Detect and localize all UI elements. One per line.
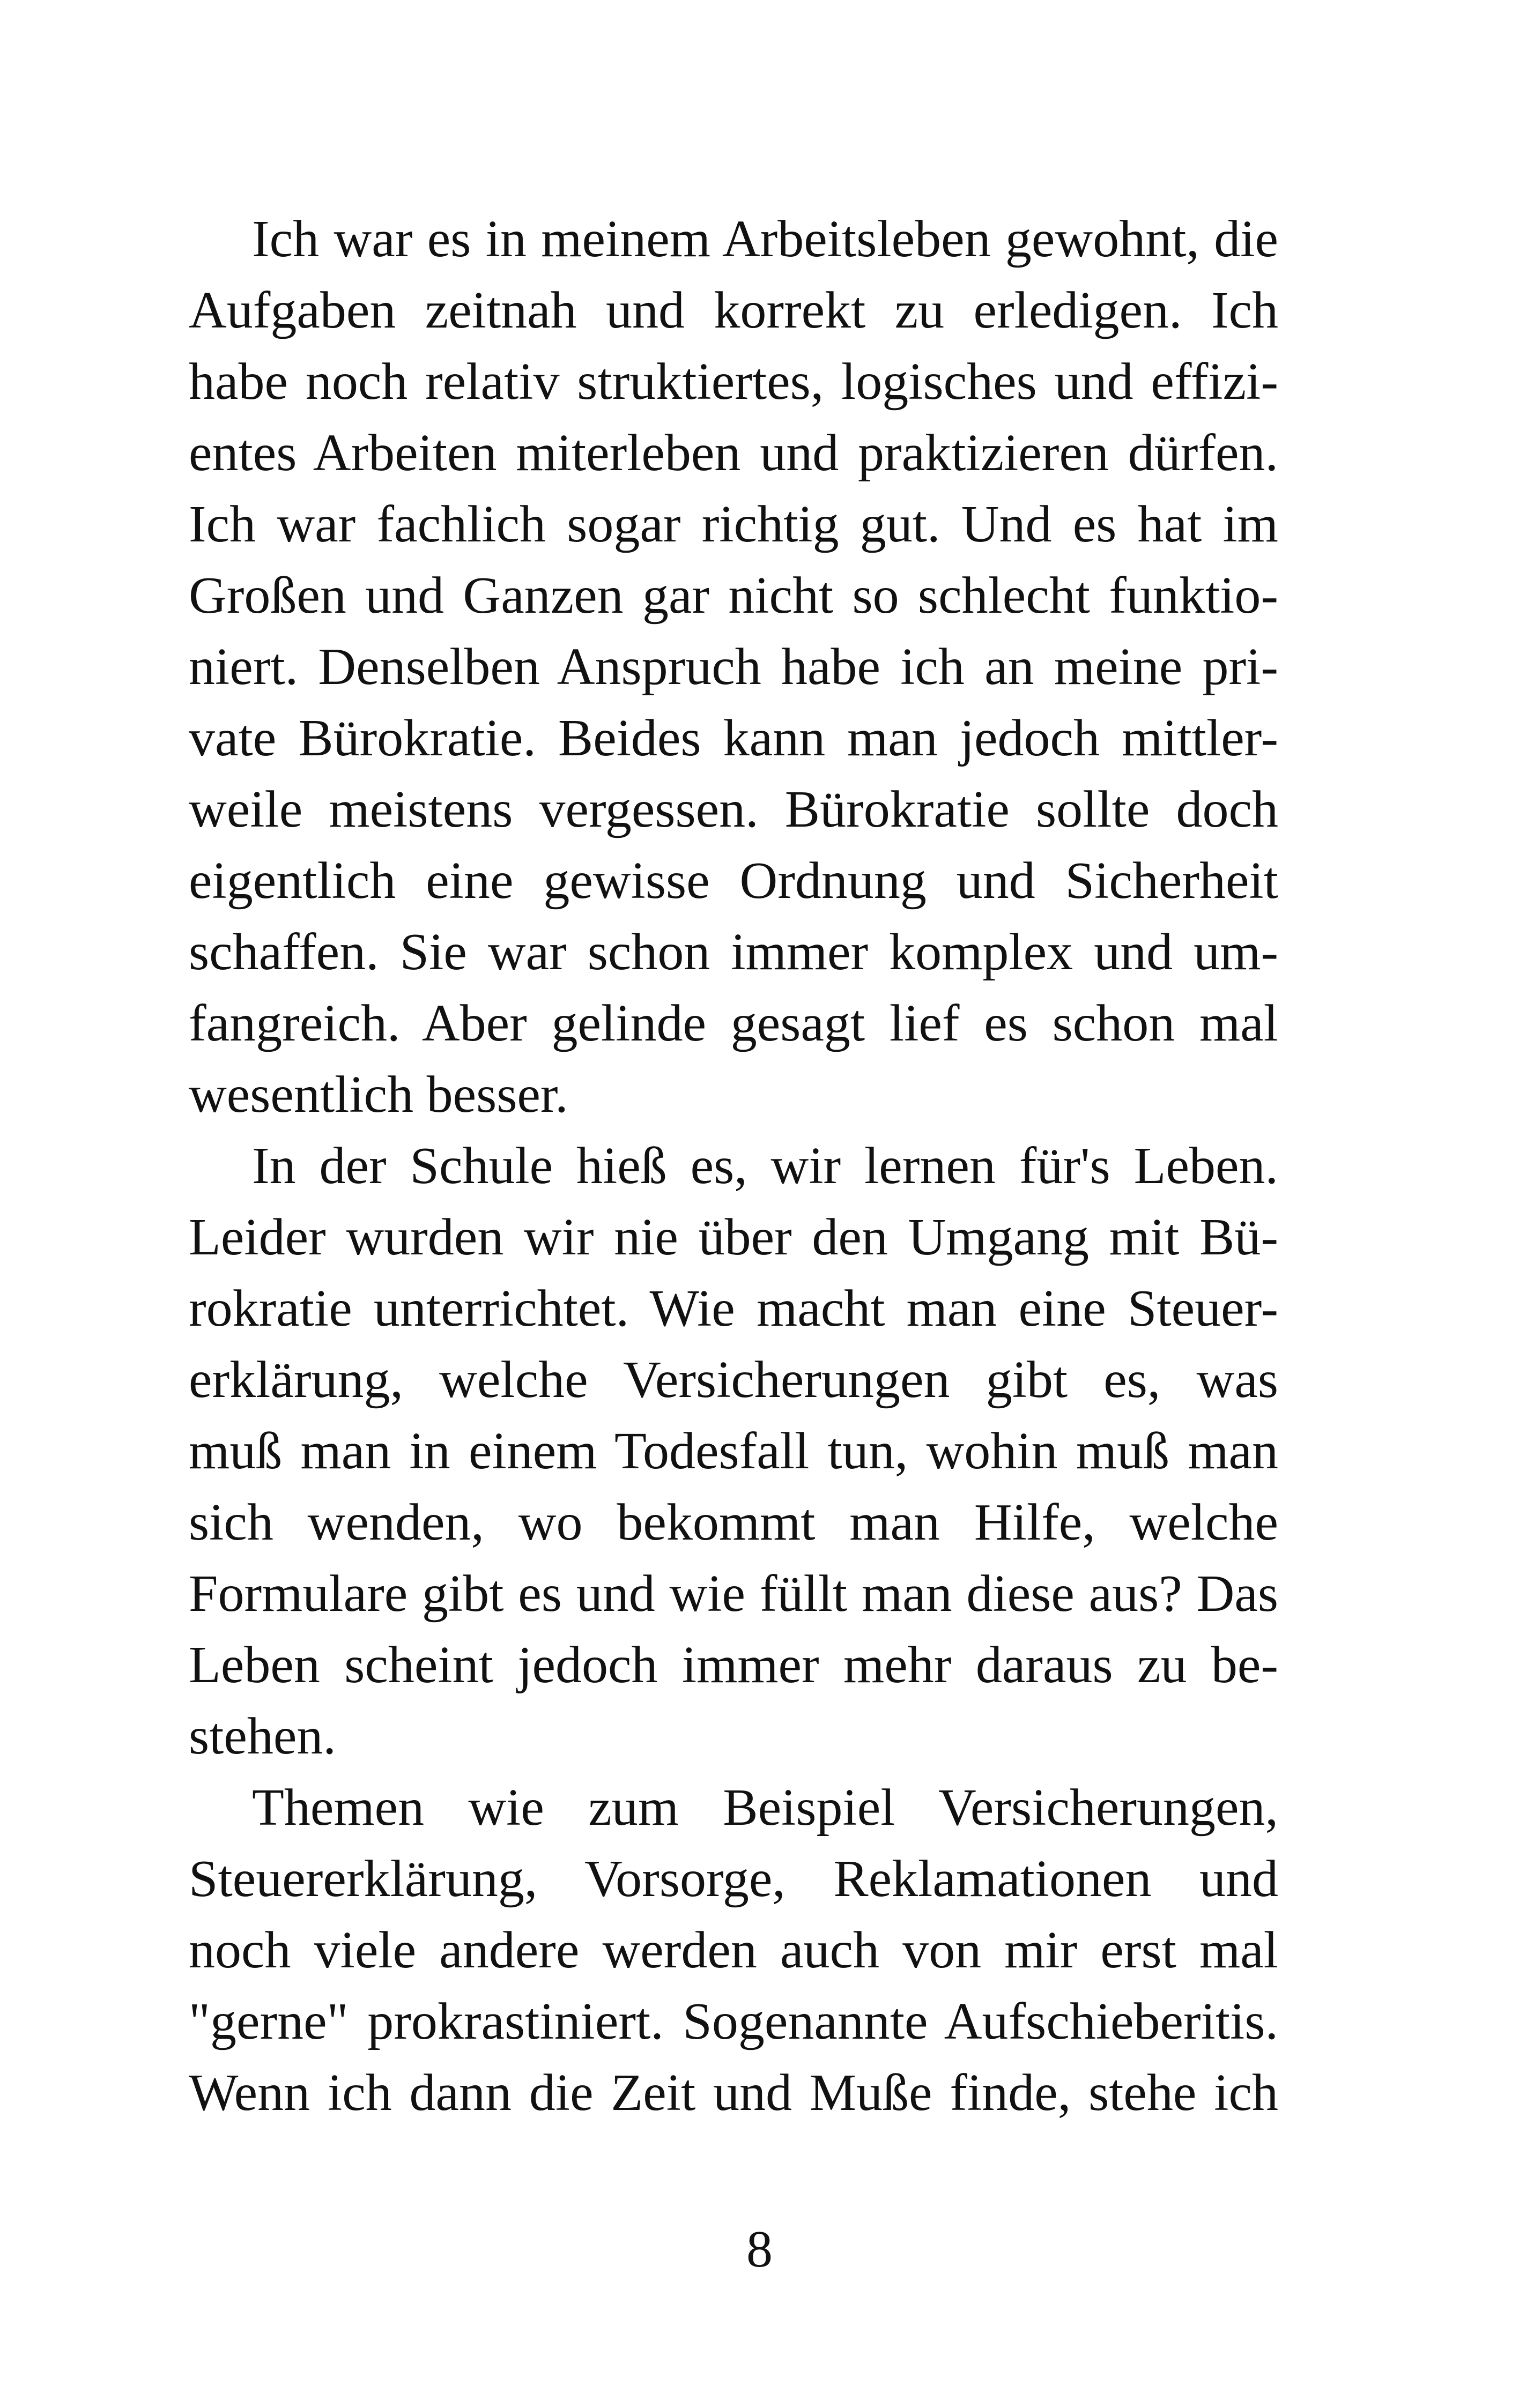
- paragraph-3-line: Themen wie zum Beispiel Versicherungen,: [252, 1779, 1278, 1837]
- paragraph-2-line: Leben scheint jedoch immer mehr daraus zu be-: [189, 1636, 1278, 1694]
- paragraph-1-line: Aufgaben zeitnah und korrekt zu erledigen. Ich: [189, 281, 1278, 339]
- paragraph-2-line: erklärung, welche Versicherungen gibt es, was: [189, 1351, 1278, 1409]
- paragraph-1-line: Ich war es in meinem Arbeitsleben gewohnt, die: [252, 210, 1278, 268]
- page-body: [189, 204, 1278, 2129]
- paragraph-1-line: wesentlich besser.: [189, 1066, 568, 1124]
- paragraph-2-line: Leider wurden wir nie über den Umgang mit Bü-: [189, 1208, 1278, 1266]
- paragraph-2-line: sich wenden, wo bekommt man Hilfe, welche: [189, 1493, 1278, 1551]
- page-number: 8: [746, 2220, 773, 2278]
- paragraph-2-line: rokratie unterrichtet. Wie macht man eine Steuer-: [189, 1280, 1278, 1337]
- paragraph-1-line: entes Arbeiten miterleben und praktizieren dürfen.: [189, 424, 1278, 482]
- paragraph-3-line: Wenn ich dann die Zeit und Muße finde, stehe ich: [189, 2064, 1278, 2122]
- paragraph-2-line: Formulare gibt es und wie füllt man diese aus? Das: [189, 1565, 1278, 1623]
- paragraph-1-line: habe noch relativ struktiertes, logisches und effizi-: [189, 353, 1278, 411]
- paragraph-3-line: Steuererklärung, Vorsorge, Reklamationen und: [189, 1850, 1278, 1908]
- paragraph-1-line: niert. Denselben Anspruch habe ich an meine pri-: [189, 638, 1278, 696]
- paragraph-1-line: weile meistens vergessen. Bürokratie sollte doch: [189, 781, 1278, 838]
- paragraph-1-line: vate Bürokratie. Beides kann man jedoch mittler-: [189, 709, 1278, 767]
- paragraph-1-line: eigentlich eine gewisse Ordnung und Sicherheit: [189, 852, 1278, 910]
- paragraph-1-line: schaffen. Sie war schon immer komplex und um-: [189, 923, 1278, 981]
- paragraph-1-line: fangreich. Aber gelinde gesagt lief es schon mal: [189, 994, 1278, 1052]
- paragraph-2-line: In der Schule hieß es, wir lernen für's Leben.: [252, 1137, 1278, 1195]
- paragraph-2-line: stehen.: [189, 1707, 336, 1765]
- paragraph-3-line: "gerne" prokrastiniert. Sogenannte Aufschieberitis.: [189, 1993, 1278, 2050]
- paragraph-2-line: muß man in einem Todesfall tun, wohin muß man: [189, 1422, 1278, 1480]
- paragraph-1-line: Großen und Ganzen gar nicht so schlecht funktio-: [189, 567, 1278, 625]
- paragraph-1-line: Ich war fachlich sogar richtig gut. Und es hat im: [189, 495, 1278, 553]
- paragraph-3-line: noch viele andere werden auch von mir erst mal: [189, 1921, 1278, 1979]
